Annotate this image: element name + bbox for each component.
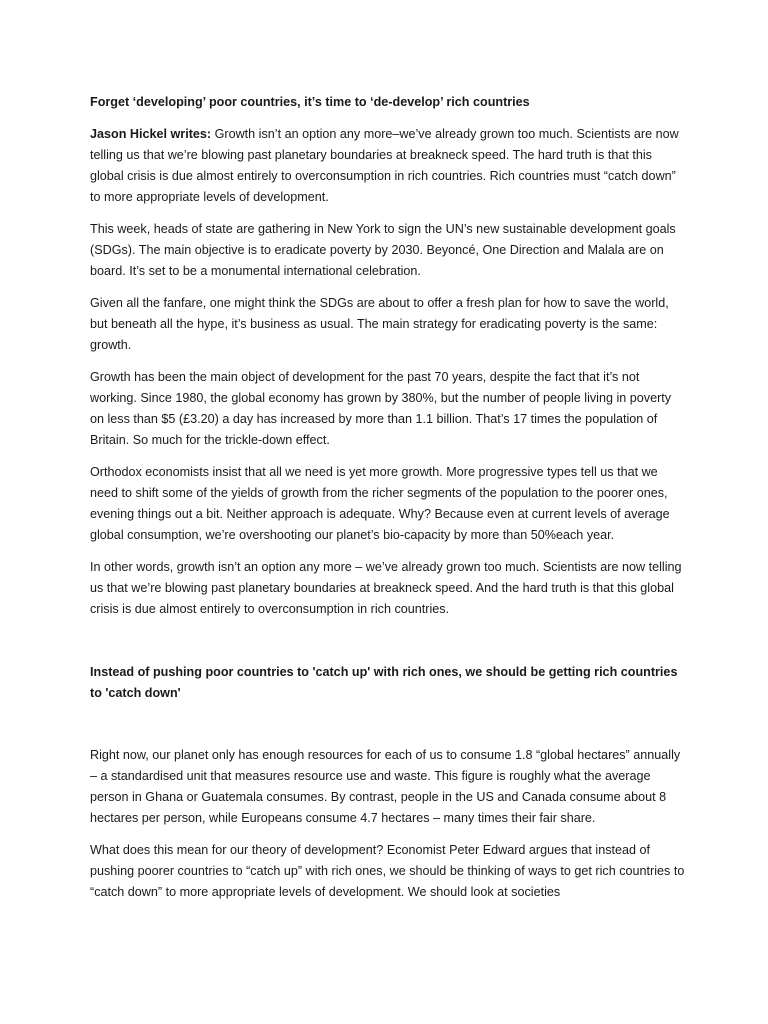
author-lead: Jason Hickel writes: — [90, 127, 212, 141]
body-paragraph: Orthodox economists insist that all we need is yet more growth. More progressive types tell us that we need to shift some of the yields of growth from the richer segments of the population to the poorer ones, evening things out a bit. Neither approach is adequate. Why? Because even at current levels of average global consumption, we’re overshooting our planet’s bio-capacity by more than 50%each year. — [90, 465, 670, 542]
body-paragraph: What does this mean for our theory of development? Economist Peter Edward argues that instead of pushing poorer countries to “catch up” with rich ones, we should be thinking of ways to get rich countries to “catch down” to more appropriate levels of development. We should look at societies — [90, 843, 685, 899]
document-page — [90, 92, 686, 914]
intro-paragraph — [90, 124, 686, 208]
spacer — [90, 631, 686, 662]
body-paragraph: Given all the fanfare, one might think the SDGs are about to offer a fresh plan for how to save the world, but beneath all the hype, it’s business as usual. The main strategy for eradicating poverty is the same: growth. — [90, 296, 669, 352]
body-paragraph: Right now, our planet only has enough resources for each of us to consume 1.8 “global hectares” annually – a standardised unit that measures resource use and waste. This figure is roughly what the average person in Ghana or Guatemala consumes. By contrast, people in the US and Canada consume about 8 hectares per person, while Europeans consume 4.7 hectares – many times their fair share. — [90, 748, 681, 825]
intro-text: Growth isn’t an option any more–we’ve already grown too much. Scientists are now telling us that we’re blowing past planetary boundaries at breakneck speed. The hard truth is that this global crisis is due almost entirely to overconsumption in rich countries. Rich countries must “catch down” to more appropriate levels of development. — [90, 127, 679, 204]
body-paragraph: Growth has been the main object of development for the past 70 years, despite the fact that it’s not working. Since 1980, the global economy has grown by 380%, but the number of people living in poverty on less than $5 (£3.20) a day has increased by more than 1.1 billion. That’s 17 times the population of Britain. So much for the trickle-down effect. — [90, 370, 672, 447]
body-paragraph: This week, heads of state are gathering in New York to sign the UN’s new sustainable development goals (SDGs). The main objective is to eradicate poverty by 2030. Beyoncé, One Direction and Malala are on board. It’s set to be a monumental international celebration. — [90, 222, 676, 278]
section-subheading: Instead of pushing poor countries to 'catch up' with rich ones, we should be getting rich countries to 'catch down' — [90, 665, 678, 700]
spacer — [90, 704, 686, 745]
body-paragraph: In other words, growth isn’t an option any more – we’ve already grown too much. Scientists are now telling us that we’re blowing past planetary boundaries at breakneck speed. And the hard truth is that this global crisis is due almost entirely to overconsumption in rich countries. — [90, 560, 682, 616]
article-title: Forget ‘developing’ poor countries, it’s time to ‘de-develop’ rich countries — [90, 95, 530, 109]
